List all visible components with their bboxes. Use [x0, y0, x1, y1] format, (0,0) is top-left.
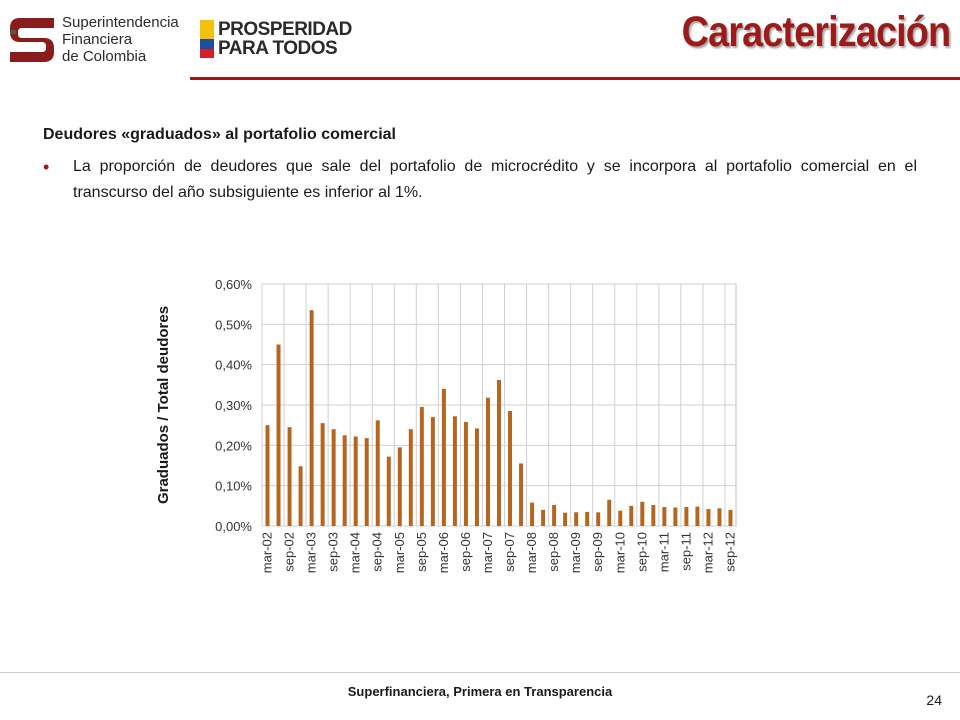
section-subtitle: Deudores «graduados» al portafolio comercial	[43, 126, 396, 143]
y-tick-label: 0,20%	[215, 438, 252, 454]
bar	[464, 422, 468, 526]
x-tick-label: sep-04	[369, 532, 385, 572]
bar	[398, 447, 402, 526]
page-number: 24	[926, 692, 942, 708]
bar	[376, 420, 380, 526]
x-tick-label: sep-08	[546, 532, 562, 572]
prosperidad-logo	[200, 18, 350, 62]
x-tick-label: sep-05	[413, 532, 429, 572]
bar	[618, 511, 622, 526]
bar	[673, 507, 677, 526]
title-underline	[190, 77, 960, 80]
y-tick-label: 0,30%	[215, 398, 252, 413]
bar	[442, 389, 446, 526]
colombia-flag-icon	[200, 20, 214, 58]
x-tick-label: mar-11	[656, 532, 672, 573]
x-tick-label: sep-02	[281, 532, 297, 572]
x-tick-label: mar-12	[700, 532, 716, 574]
bar	[695, 507, 699, 526]
bullet-text: La proporción de deudores que sale del portafolio de microcrédito y se incorpora al portafolio comercial en el transcurso del año subsiguiente es inferior al 1%.	[73, 158, 917, 201]
sfc-line-3: de Colombia	[62, 48, 147, 65]
prosperidad-line-2: PARA TODOS	[218, 38, 338, 59]
bullet-dot-icon: •	[43, 157, 50, 177]
footer-tagline: Superfinanciera, Primera en Transparencia	[347, 684, 613, 699]
x-tick-label: sep-10	[634, 532, 650, 572]
bar	[420, 407, 424, 526]
x-tick-label: mar-04	[347, 532, 363, 574]
bar	[277, 345, 281, 527]
slide-title: Caracterización	[681, 8, 950, 56]
bar	[310, 310, 314, 526]
superfinanciera-name	[62, 14, 179, 65]
bar	[299, 466, 303, 526]
y-tick-label: 0,50%	[215, 317, 252, 333]
bar	[596, 512, 600, 526]
x-tick-label: mar-03	[303, 532, 319, 574]
bar	[354, 436, 358, 526]
bar	[431, 417, 435, 526]
y-tick-label: 0,40%	[215, 357, 252, 373]
x-tick-label: sep-12	[722, 532, 738, 572]
bar	[552, 505, 556, 526]
bar	[453, 416, 457, 526]
bar	[497, 380, 501, 526]
bar	[266, 425, 270, 526]
bar	[288, 427, 292, 526]
y-tick-label: 0,10%	[215, 478, 252, 494]
bar	[321, 423, 325, 526]
sfc-line-2: Financiera	[62, 31, 133, 48]
bar	[684, 507, 688, 526]
bar	[530, 503, 534, 526]
x-tick-label: mar-07	[479, 532, 495, 574]
x-tick-label: sep-07	[502, 532, 518, 572]
bar	[332, 429, 336, 526]
bar	[629, 506, 633, 526]
y-axis-label: Graduados / Total deudores	[155, 305, 172, 505]
bar	[519, 463, 523, 526]
x-tick-label: mar-09	[568, 532, 584, 574]
bar	[508, 411, 512, 526]
bar	[640, 502, 644, 526]
x-tick-label: sep-06	[457, 532, 473, 572]
y-tick-label: 0,60%	[215, 277, 252, 292]
y-tick-label: 0,00%	[215, 519, 252, 534]
bar	[574, 512, 578, 526]
bar	[409, 429, 413, 526]
graduados-bar-chart	[150, 270, 750, 590]
x-tick-label: sep-03	[325, 532, 341, 572]
sfc-line-1: Superintendencia	[62, 14, 179, 31]
x-tick-label: sep-09	[590, 532, 606, 572]
bar	[651, 505, 655, 526]
footer-divider	[0, 672, 960, 673]
x-tick-label: mar-08	[524, 532, 540, 574]
prosperidad-text	[218, 20, 352, 58]
x-tick-label: mar-02	[259, 532, 275, 574]
x-tick-label: mar-10	[612, 532, 628, 574]
bar	[662, 507, 666, 526]
prosperidad-line-1: PROSPERIDAD	[218, 19, 352, 40]
bar	[343, 435, 347, 526]
bar	[729, 510, 733, 526]
superfinanciera-logo	[6, 12, 179, 68]
bar	[607, 500, 611, 526]
x-tick-label: mar-05	[391, 532, 407, 574]
bar	[541, 510, 545, 526]
superfinanciera-emblem-icon	[6, 14, 58, 66]
bar	[585, 512, 589, 526]
bar	[475, 428, 479, 526]
bar	[365, 438, 369, 526]
bar	[717, 508, 721, 526]
slide-header	[0, 0, 960, 80]
x-tick-label: mar-06	[435, 532, 451, 574]
bar	[706, 509, 710, 526]
bar	[486, 398, 490, 526]
bar	[387, 457, 391, 526]
bar	[563, 513, 567, 526]
x-tick-label: sep-11	[678, 532, 694, 571]
